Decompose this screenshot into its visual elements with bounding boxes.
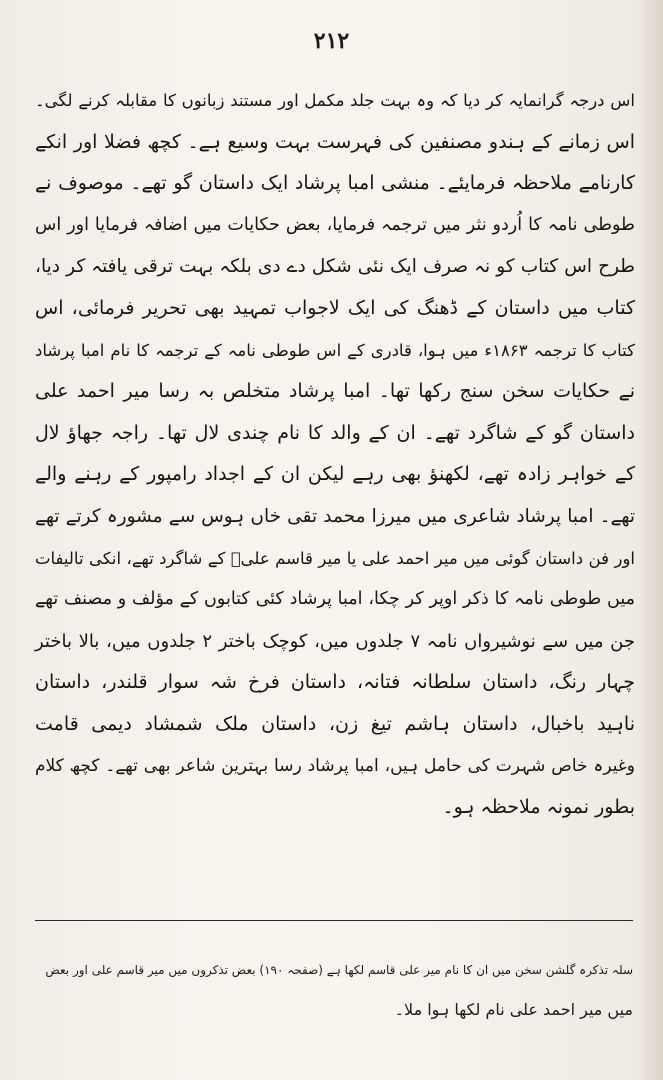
text-line: طوطی نامہ کا اُردو نثر میں ترجمہ فرمایا، بعض حکایات میں اضافہ فرمایا اور اس xyxy=(35,214,635,235)
body-text xyxy=(35,80,635,829)
text-line: جن میں سے نوشیرواں نامہ ۷ جلدوں میں، کوچک باختر ۲ جلدوں میں، بالا باختر xyxy=(35,630,635,652)
text-line: بطور نمونہ ملاحظہ ہو۔ xyxy=(442,796,635,819)
text-line: کارنامے ملاحظہ فرمایئے۔ منشی امبا پرشاد ایک داستان گو تھے۔ موصوف نے xyxy=(35,172,635,195)
text-line: داستان گو کے شاگرد تھے۔ ان کے والد کا نام چندی لال تھا۔ راجہ جھاؤ لال xyxy=(35,421,635,444)
text-line: تھے۔ امبا پرشاد شاعری میں میرزا محمد تقی خاں ہوس سے مشورہ کرتے تھے xyxy=(35,505,635,527)
text-line: وغیرہ خاص شہرت کی حامل ہیں، امبا پرشاد رسا بہترین شاعر بھی تھے۔ کچھ کلام xyxy=(35,755,635,776)
text-line: اور فن داستان گوئی میں میر احمد علی یا میر قاسم علیؔ کے شاگرد تھے، انکی تالیفات xyxy=(35,548,635,568)
footnotes xyxy=(35,950,633,1030)
text-line: کتاب کا ترجمہ ۱۸۶۳ء میں ہوا، قادری کے اس طوطی نامہ کے ترجمہ کا نام امبا پرشاد xyxy=(35,340,635,360)
footnote-line: میں میر احمد علی نام لکھا ہوا ملا۔ xyxy=(394,1000,633,1019)
text-line: اس زمانے کے ہندو مصنفین کی فہرست بہت وسیع ہے۔ کچھ فضلا اور انکے xyxy=(35,130,635,153)
text-line: ناہید باخبال، داستان ہاشم تیغ زن، داستان ملک شمشاد دیمی قامت xyxy=(35,712,635,735)
text-line: چہار رنگ، داستان سلطانہ فتانہ، داستان فرخ شہ سوار قلندر، داستان xyxy=(35,671,635,694)
page-number: ۲۱۲ xyxy=(313,28,350,54)
page-edge-shadow xyxy=(637,0,663,1080)
text-line: نے حکایات سخن سنج رکھا تھا۔ امبا پرشاد متخلص بہ رسا میر احمد علی xyxy=(35,380,635,403)
text-line: کے خواہر زادہ تھے، لکھنؤ بھی رہے لیکن ان کے اجداد رامپور کے رہنے والے xyxy=(35,463,635,486)
text-line: اس درجہ گرانمایہ کر دیا کہ وہ بہت جلد مکمل اور مستند زبانوں کا مقابلہ کرنے لگی۔ xyxy=(35,91,635,110)
text-line: کتاب میں داستان کے ڈھنگ کی ایک لاجواب تمہید بھی تحریر فرمائی، اس xyxy=(35,296,635,319)
text-line: میں طوطی نامہ کا ذکر اوپر کر چکا، امبا پرشاد کئی کتابوں کے مؤلف و مصنف تھے xyxy=(35,589,635,610)
footnote-line: سلہ تذکرہ گلشن سخن میں ان کا نام میر علی قاسم لکھا ہے (صفحہ ۱۹۰) بعض تذکروں میں میر قاسم علی اور بعض xyxy=(45,963,633,977)
footnote-divider xyxy=(35,920,633,921)
text-line: طرح اس کتاب کو نہ صرف ایک نئی شکل دے دی بلکہ بہت ترقی یافتہ کر دیا، xyxy=(35,256,635,278)
